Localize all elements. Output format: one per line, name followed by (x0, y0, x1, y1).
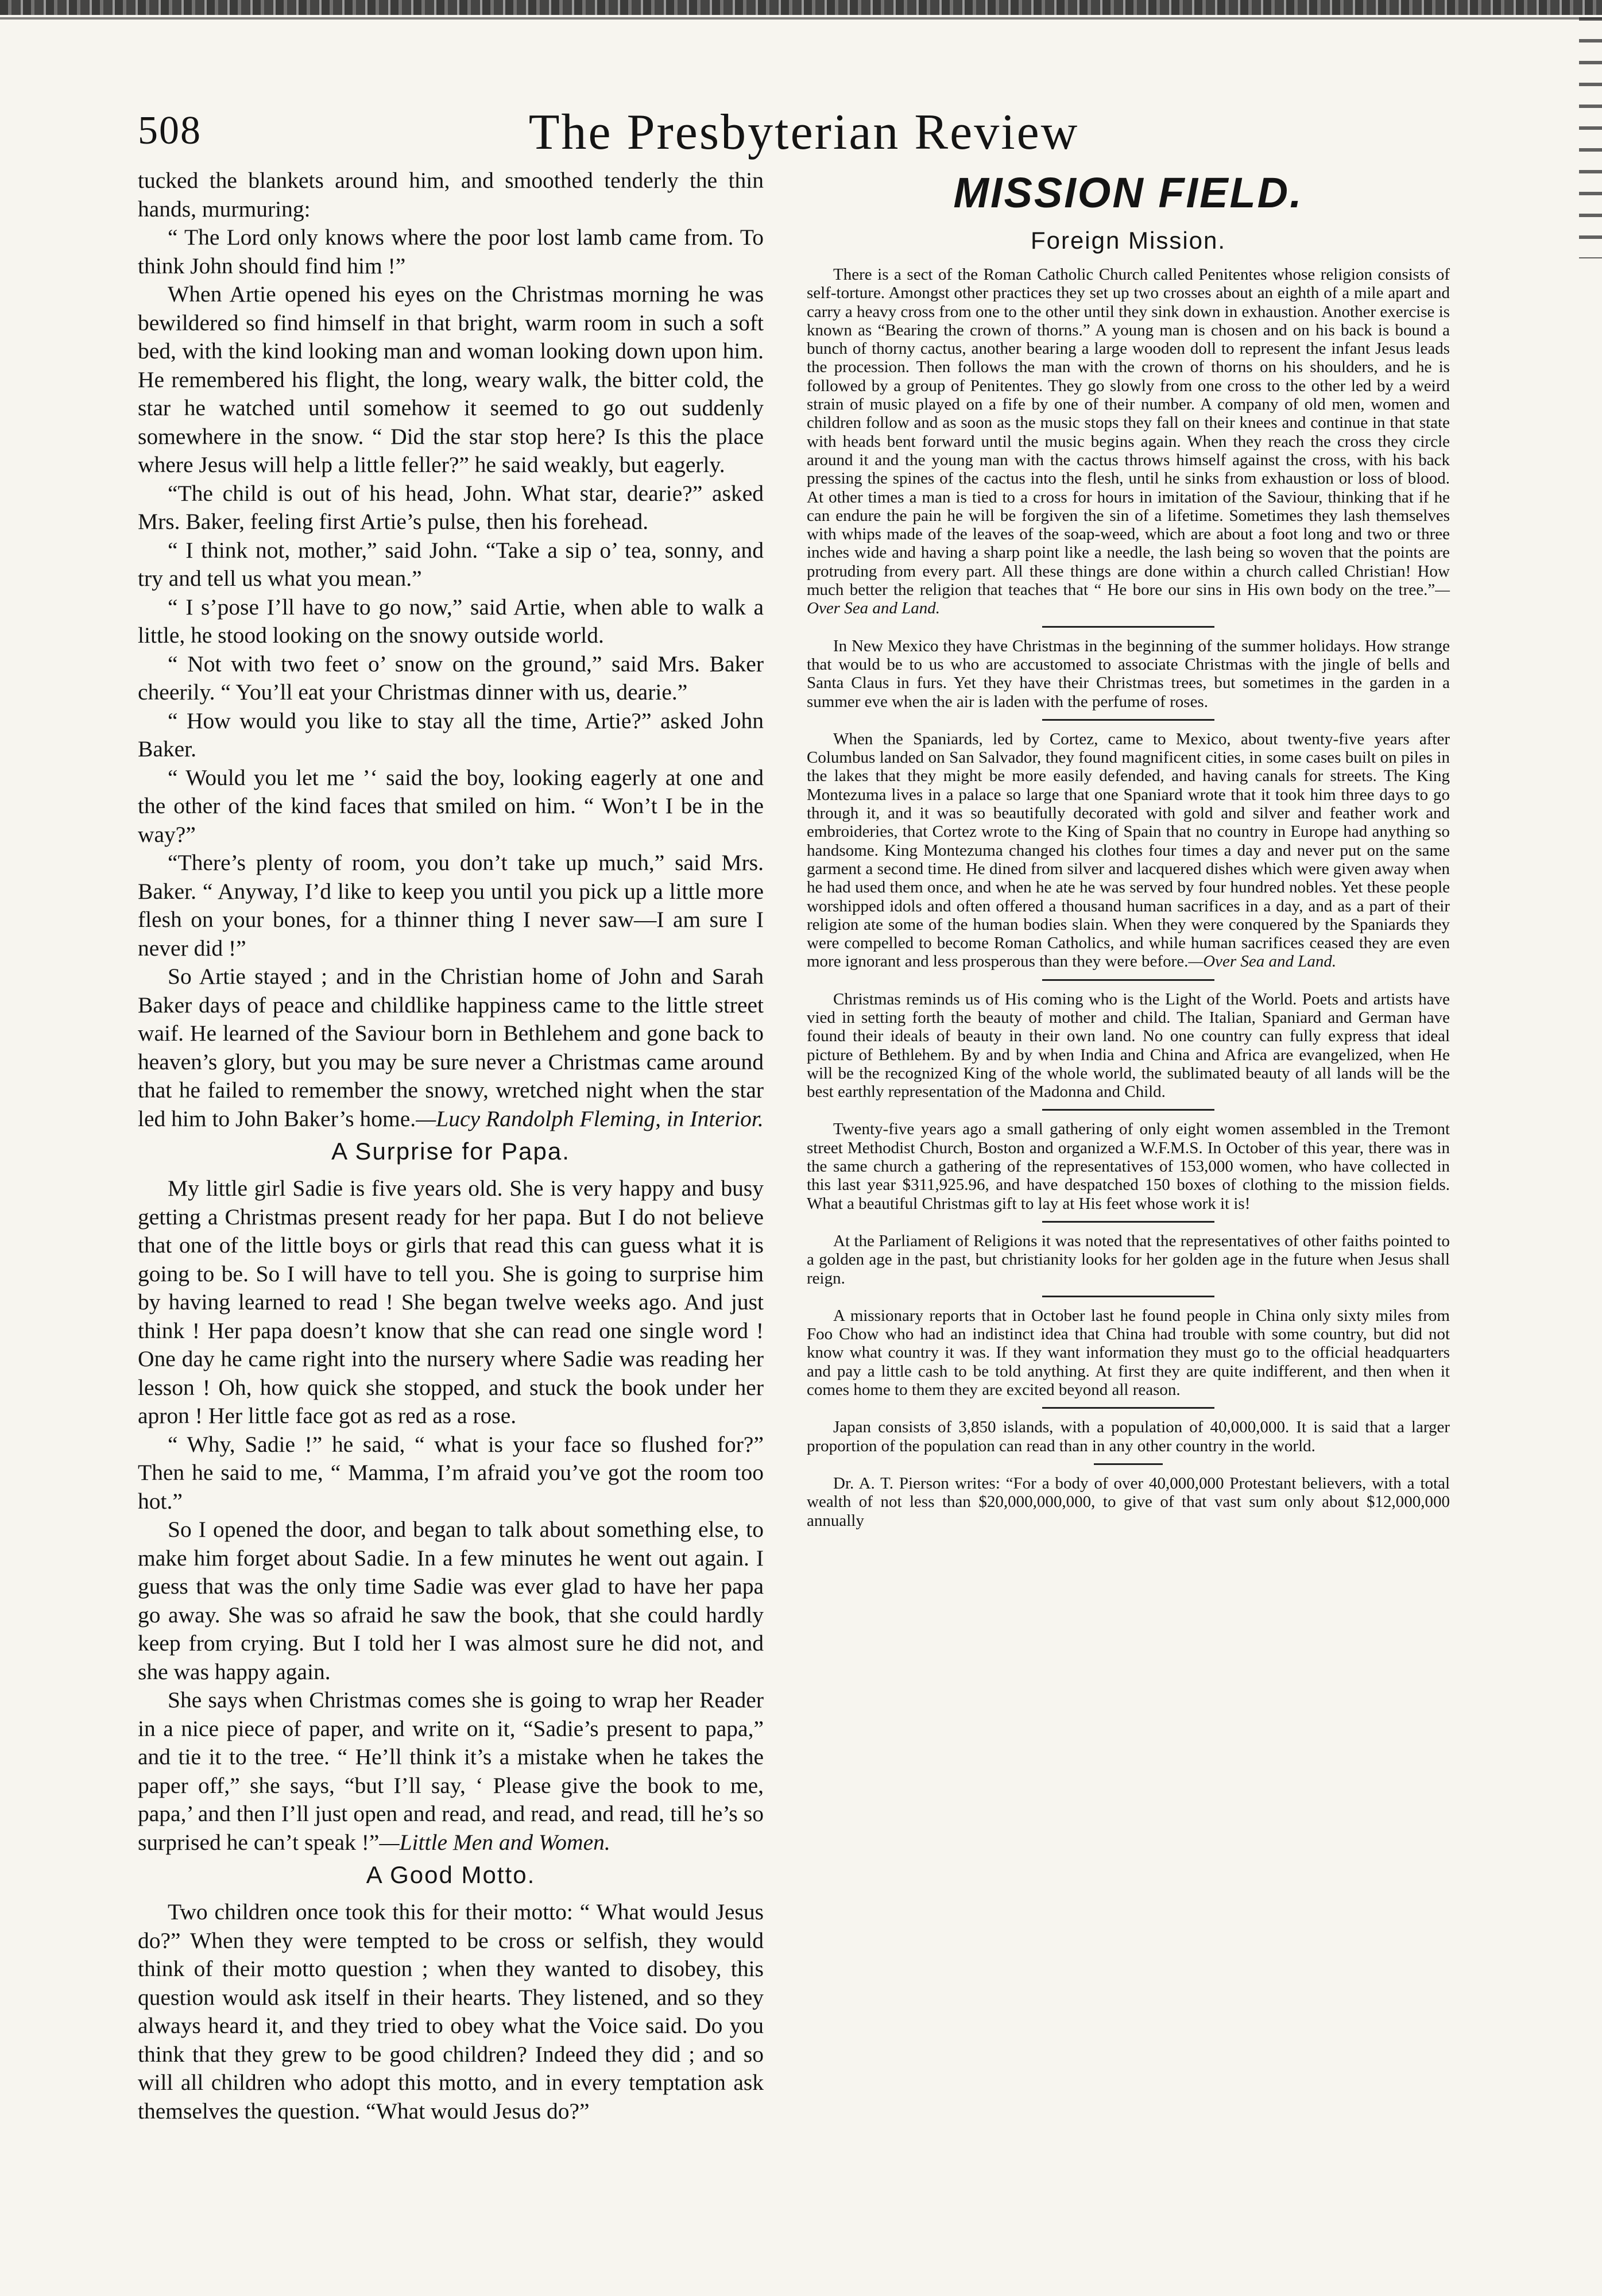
paragraph: “ Not with two feet o’ snow on the ground,” said Mrs. Baker cheerily. “ You’ll eat your Christmas dinner with us, dearie.” (138, 651, 764, 705)
paragraph: “There’s plenty of room, you don’t take up much,” said Mrs. Baker. “ Anyway, I’d like to keep you until you pick up a little more flesh on your bones, for a thinner thing I never saw—I am sure I never did !” (138, 850, 764, 961)
news-text: When the Spaniards, led by Cortez, came to Mexico, about twenty-five years after Columbus landed on San Salvador, they found magnificent cities, in some cases built on piles in the lakes that they might be more easily defended, and having canals for streets. The King Montezuma lives in a palace so large that one Spaniard wrote that it took him three days to go through it, and it was so beautifully decorated with gold and silver and feather work and embroideries, that Cortez wrote to the King of Spain that no country in Europe had anything so handsome. King Montezuma changed his clothes four times a day and never put on the same garment a second time. He dined from silver and lacquered dishes which were given away when he had used them once, and when he ate he was served by four hundred nobles. Yet these people worshipped idols and often offered a thousand human sacrifices in a day, and as a part of their religion ate some of the human bodies slain. When they were conquered by the Spaniards they were compelled to become Roman Catholics, and while human sacrifices ceased they are even more ignorant and less prosperous than they were before. (807, 729, 1450, 971)
news-item: Japan consists of 3,850 islands, with a population of 40,000,000. It is said that a larger proportion of the population can read than in any other country in the world. (807, 1418, 1450, 1455)
paragraph: “ The Lord only knows where the poor lost lamb came from. To think John should find him !” (138, 225, 764, 279)
source-attribution: —Little Men and Women. (379, 1829, 610, 1855)
news-text: There is a sect of the Roman Catholic Church called Penitentes whose religion consists of self-torture. Amongst other practices they set up two crosses about an eighth of a mile apart and carry a heavy cross from one to the other until they sink down in exhaustion. Another exercise is known as “Bearing the crown of thorns.” A young man is chosen and on his back is bound a bunch of thorny cactus, another bearing a large wooden doll to represent the infant Jesus leads the procession. Then follows the man with the crown of thorns on his shoulders, and he is followed by a group of Penitentes. They go slowly from one cross to the other led by a weird strain of music played on a fife by one of their number. A company of old men, women and children follow and as soon as the music stops they fall on their knees and continue in that state with heads bent forward until the music begins again. When they reach the cross they circle around it and the young man with the cactus throws himself against the cross, with his back pressing the spines of the cactus into the flesh, until he sinks from exhaustion or loss of blood. At other times a man is tied to a cross for hours in imitation of the Saviour, thinking that if he can endure the pain he will be forgiven the sin of a lifetime. Sometimes they lash themselves with whips made of the leaves of the soap-weed, which are about a foot long and two or three inches wide and having a sharp point like a needle, the lash being so woven that the points are protruding from every part. All these things are done within a church called Christian! How much better the religion that teaches that “ He bore our sins in His own body on the tree.” (807, 265, 1450, 600)
section-divider (1042, 626, 1214, 628)
source-attribution: —Over Sea and Land. (1188, 952, 1337, 971)
paragraph: “The child is out of his head, John. What star, dearie?” asked Mrs. Baker, feeling first Artie’s pulse, then his forehead. (138, 480, 764, 534)
paragraph: “ I think not, mother,” said John. “Take a sip o’ tea, sonny, and try and tell us what you mean.” (138, 537, 764, 591)
paragraph: “ How would you like to stay all the time, Artie?” asked John Baker. (138, 708, 764, 762)
news-item: Twenty-five years ago a small gathering of only eight women assembled in the Tremont street Methodist Church, Boston and organized a W.F.M.S. In October of this year, there was in the same church a gathering of the representatives of 153,000 women, who have collected in this last year $311,925.96, and have despatched 150 boxes of clothing to the mission fields. What a beautiful Christmas gift to lay at His feet whose work it is! (807, 1120, 1450, 1213)
section-divider (1042, 1296, 1214, 1297)
top-thin-rule (0, 17, 1602, 20)
source-attribution: —Lucy Randolph Fleming, in Interior. (416, 1106, 764, 1131)
news-item: At the Parliament of Religions it was noted that the representatives of other faiths pointed to a golden age in the past, but christianity looks for her golden age in the future when Jesus shall reign. (807, 1231, 1450, 1288)
right-column (807, 167, 1450, 1530)
section-divider (1042, 719, 1214, 721)
paragraph: Two children once took this for their motto: “ What would Jesus do?” When they were tempted to be cross or selfish, they would think of their motto question ; when they wanted to disobey, this question would ask itself in their hearts. They listened, and so they always heard it, and they tried to obey what the Voice said. Do you think that they grew to be good children? Indeed they did ; and so will all children who adopt this motto, and in every temptation ask themselves the question. “What would Jesus do?” (138, 1899, 764, 2124)
right-edge-marks (1579, 17, 1602, 258)
left-column (138, 167, 764, 2125)
news-item: A missionary reports that in October last he found people in China only sixty miles from Foo Chow who had an indistinct idea that China had trouble with some country, but did not know what country it was. If they want information they must go to the official headquarters and pay a little cash to be told anything. At first they are quite indifferent, and then when it comes home to them they are excited beyond all reason. (807, 1306, 1450, 1400)
section-divider (1042, 1221, 1214, 1223)
paragraph: “ Would you let me ’‘ said the boy, looking eagerly at one and the other of the kind faces that smiled on him. “ Won’t I be in the way?” (138, 764, 764, 847)
journal-title: The Presbyterian Review (528, 105, 1079, 160)
news-item (807, 730, 1450, 971)
paragraph-text: So Artie stayed ; and in the Christian home of John and Sarah Baker days of peace and childlike happiness came to the little street waif. He learned of the Saviour born in Bethlehem and gone back to heaven’s glory, but you may be sure never a Christmas came around that he failed to remember the snowy, wretched night when the star led him to John Baker’s home. (138, 964, 764, 1131)
paragraph: tucked the blankets around him, and smoothed tenderly the thin hands, murmuring: (138, 168, 764, 222)
paragraph: My little girl Sadie is five years old. She is very happy and busy getting a Christmas present ready for her papa. But I do not believe that one of the little boys or girls that read this can guess what it is going to be. So I will have to tell you. She is going to surprise him by having learned to read ! She began twelve weeks ago. And just think ! Her papa doesn’t know that she can read one single word ! One day he came right into the nursery where Sadie was reading her lesson ! Oh, how quick she stopped, and stuck the book under her apron ! Her little face got as red as a rose. (138, 1176, 764, 1428)
source-attribution: —Over Sea and Land. (807, 581, 1450, 618)
news-item: In New Mexico they have Christmas in the beginning of the summer holidays. How strange that would be to us who are accustomed to associate Christmas with the jingle of bells and Santa Claus in furs. Yet they have their Christmas trees, but sometimes in the garden in a summer eve when the air is laden with the perfume of roses. (807, 636, 1450, 711)
section-title-motto: A Good Motto. (366, 1861, 536, 1888)
page-header (138, 98, 1470, 167)
paragraph (138, 963, 764, 1133)
news-item: Dr. A. T. Pierson writes: “For a body of over 40,000,000 Protestant believers, with a total wealth of not less than $20,000,000,000, to give of that vast sum only about $12,000,000 annually (807, 1474, 1450, 1530)
section-divider (1094, 1463, 1163, 1465)
mission-field-title: MISSION FIELD. (953, 169, 1303, 217)
foreign-mission-title: Foreign Mission. (1030, 227, 1226, 254)
section-divider (1042, 1109, 1214, 1111)
section-title-surprise: A Surprise for Papa. (331, 1138, 570, 1165)
page-number: 508 (138, 109, 202, 153)
paragraph-text: She says when Christmas comes she is going to wrap her Reader in a nice piece of paper, and write on it, “Sadie’s present to papa,” and tie it to the tree. “ He’ll think it’s a mistake when he takes the paper off,” she says, “but I’ll say, ‘ Please give the book to me, papa,’ and then I’ll just open and read, and read, and read, till he’s so surprised he can’t speak !” (138, 1687, 764, 1855)
news-item (807, 265, 1450, 618)
paragraph: When Artie opened his eyes on the Christmas morning he was bewildered so find himself in that bright, warm room in such a soft bed, with the kind looking man and woman looking down upon him. He remembered his flight, the long, weary walk, the bitter cold, the star he watched until somehow it seemed to go out suddenly somewhere in the snow. “ Did the star stop here? Is this the place where Jesus will help a little feller?” he said weakly, but eagerly. (138, 281, 764, 477)
section-divider (1042, 1407, 1214, 1409)
paragraph: “ I s’pose I’ll have to go now,” said Artie, when able to walk a little, he stood looking on the snowy outside world. (138, 594, 764, 648)
news-item: Christmas reminds us of His coming who is the Light of the World. Poets and artists have vied in setting forth the beauty of mother and child. The Italian, Spaniard and German have found their ideals of beauty in their own land. No one country can fully express that ideal picture of Bethlehem. By and by when India and China and Africa are evangelized, when He will be the recognized King of the whole world, the sublimated beauty of all lands will be the best earthly representation of the Madonna and Child. (807, 989, 1450, 1101)
paragraph: So I opened the door, and began to talk about something else, to make him forget about Sadie. In a few minutes he went out again. I guess that was the only time Sadie was ever glad to have her papa go away. She was so afraid he saw the book, that she could hardly keep from crying. But I told her I was almost sure he did not, and she was happy again. (138, 1517, 764, 1684)
paragraph (138, 1686, 764, 1857)
top-border-rule (0, 0, 1602, 15)
paragraph: “ Why, Sadie !” he said, “ what is your face so flushed for?” Then he said to me, “ Mamma, I’m afraid you’ve got the room too hot.” (138, 1431, 764, 1514)
section-divider (1042, 979, 1214, 981)
